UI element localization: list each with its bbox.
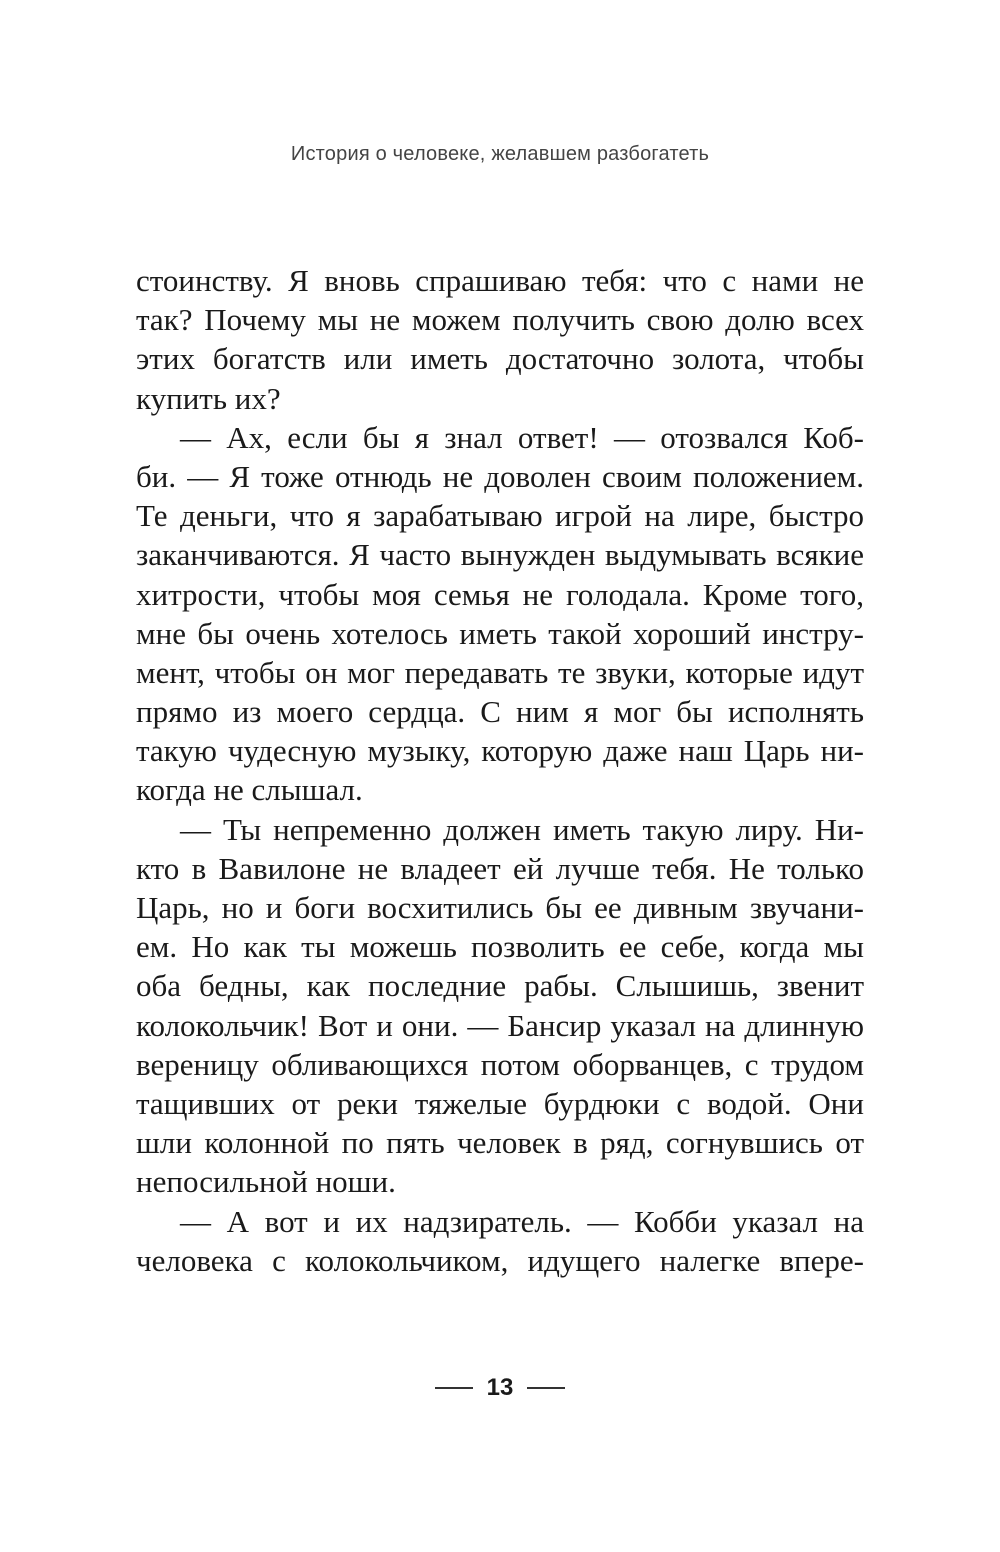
text-line: ем. Но как ты можешь позволить ее себе, когда мы bbox=[136, 929, 864, 965]
text-line: когда не слышал. bbox=[136, 772, 363, 808]
text-line: хитрости, чтобы моя семья не голодала. Кроме того, bbox=[136, 576, 864, 612]
text-line: купить их? bbox=[136, 380, 281, 416]
text-line: — Ах, если бы я знал ответ! — отозвался Коб- bbox=[180, 419, 864, 455]
page-number: 13 bbox=[486, 1374, 514, 1401]
folio-rule-left bbox=[435, 1387, 473, 1389]
text-line: колокольчик! Вот и они. — Бансир указал на длинную bbox=[136, 1007, 864, 1043]
body-text bbox=[136, 261, 864, 1280]
text-line: тащивших от реки тяжелые бурдюки с водой. Они bbox=[136, 1085, 864, 1121]
text-line: — Ты непременно должен иметь такую лиру. Ни- bbox=[180, 811, 864, 847]
text-line: так? Почему мы не можем получить свою долю всех bbox=[136, 302, 864, 338]
text-line: человека с колокольчиком, идущего налегке впере- bbox=[136, 1242, 864, 1278]
text-line: заканчиваются. Я часто вынужден выдумывать всякие bbox=[136, 537, 864, 573]
running-head-title: История о человеке, желавшем разбогатеть bbox=[290, 143, 710, 165]
text-line: оба бедны, как последние рабы. Слышишь, звенит bbox=[136, 968, 864, 1004]
text-line: Те деньги, что я зарабатываю игрой на лире, быстро bbox=[136, 498, 864, 534]
text-line: Царь, но и боги восхитились бы ее дивным звучани- bbox=[136, 890, 864, 925]
text-line: непосильной ноши. bbox=[136, 1164, 396, 1200]
text-line: мне бы очень хотелось иметь такой хороший инстру- bbox=[136, 615, 864, 651]
text-line: шли колонной по пять человек в ряд, согнувшись от bbox=[136, 1125, 864, 1161]
page-folio bbox=[0, 1374, 1000, 1402]
text-line: мент, чтобы он мог передавать те звуки, которые идут bbox=[136, 654, 864, 690]
text-line: такую чудесную музыку, которую даже наш Царь ни- bbox=[136, 733, 864, 769]
folio-rule-right bbox=[527, 1387, 565, 1389]
text-line: этих богатств или иметь достаточно золота, чтобы bbox=[136, 341, 864, 377]
text-line: би. — Я тоже отнюдь не доволен своим положением. bbox=[136, 458, 864, 494]
text-line: прямо из моего сердца. С ним я мог бы исполнять bbox=[136, 694, 864, 730]
text-line: — А вот и их надзиратель. — Кобби указал на bbox=[180, 1203, 864, 1239]
text-line: кто в Вавилоне не владеет ей лучше тебя. Не только bbox=[136, 850, 864, 886]
text-line: стоинству. Я вновь спрашиваю тебя: что с нами не bbox=[136, 263, 864, 298]
text-line: вереницу обливающихся потом оборванцев, с трудом bbox=[136, 1046, 864, 1082]
